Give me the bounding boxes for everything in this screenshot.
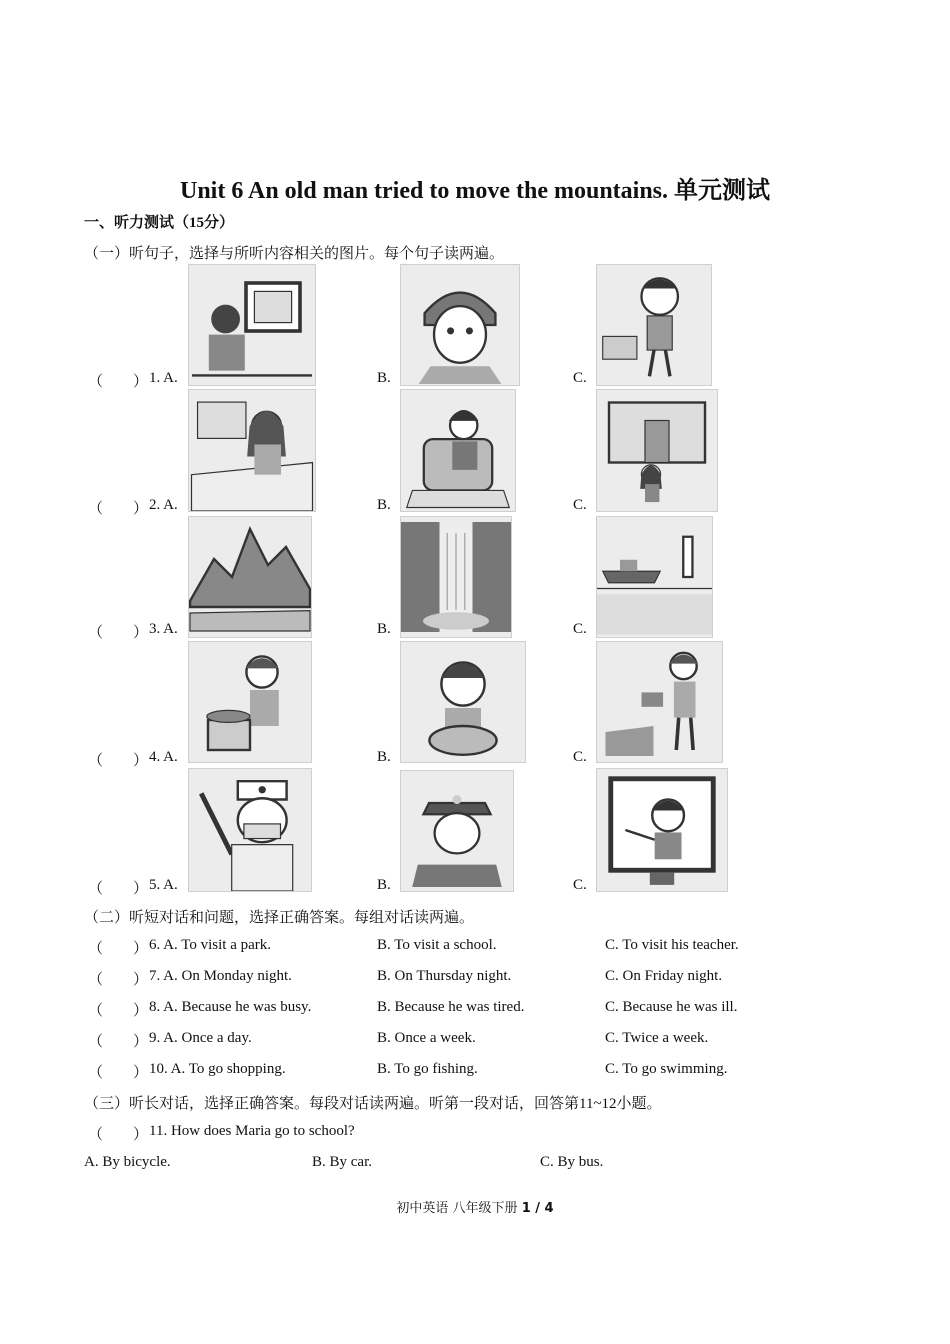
- option-a-label: 2. A.: [149, 497, 178, 513]
- option-c-label: C.: [573, 749, 587, 765]
- page-footer: [0, 1197, 950, 1216]
- option-c-label: C.: [573, 370, 587, 386]
- option-a-label: 3. A.: [149, 621, 178, 637]
- answer-paren[interactable]: （ ）: [88, 501, 149, 517]
- option-a-label: 5. A.: [149, 877, 178, 893]
- page-number: 1 / 4: [521, 1201, 554, 1216]
- option-b-label: B.: [377, 497, 391, 513]
- section3-instruction: （三）听长对话，选择正确答案。每段对话读两遍。听第一段对话，回答第11~12小题。: [84, 1096, 662, 1112]
- option-c[interactable]: C. Twice a week.: [605, 1030, 709, 1046]
- answer-paren[interactable]: （ ）: [88, 941, 149, 957]
- girl-in-front-of-house-icon: [596, 389, 718, 512]
- option-c[interactable]: C. Because he was ill.: [605, 999, 738, 1015]
- footer-text: 初中英语 八年级下册: [396, 1201, 522, 1216]
- answer-paren[interactable]: （ ）: [88, 625, 149, 641]
- question-text: 11. How does Maria go to school?: [149, 1123, 355, 1139]
- option-a[interactable]: A. By bicycle.: [84, 1154, 171, 1170]
- option-c[interactable]: C. To visit his teacher.: [605, 937, 739, 953]
- option-a[interactable]: 10. A. To go shopping.: [149, 1061, 286, 1077]
- answer-paren[interactable]: （ ）: [88, 1034, 149, 1050]
- answer-paren[interactable]: （ ）: [88, 374, 149, 390]
- ship-and-lighthouse-icon: [596, 516, 713, 638]
- waterfall-icon: [400, 516, 512, 638]
- option-c-label: C.: [573, 497, 587, 513]
- woman-watering-plants-icon: [596, 641, 723, 763]
- girl-on-armchair-icon: [400, 389, 516, 512]
- doctor-with-syringe-icon: [188, 768, 312, 892]
- boy-standing-icon: [596, 264, 712, 386]
- answer-paren[interactable]: （ ）: [88, 753, 149, 769]
- option-a[interactable]: 6. A. To visit a park.: [149, 937, 271, 953]
- option-c[interactable]: C. On Friday night.: [605, 968, 723, 984]
- option-c-label: C.: [573, 877, 587, 893]
- section1-instruction: （一）听句子，选择与所听内容相关的图片。每个句子读两遍。: [84, 246, 505, 262]
- section2-instruction: （二）听短对话和问题，选择正确答案。每组对话读两遍。: [84, 910, 475, 926]
- old-man-with-headscarf-icon: [400, 264, 520, 386]
- answer-paren[interactable]: （ ）: [88, 1127, 149, 1143]
- girl-sitting-on-floor-icon: [188, 389, 316, 512]
- option-a[interactable]: 8. A. Because he was busy.: [149, 999, 312, 1015]
- option-b-label: B.: [377, 877, 391, 893]
- option-a-label: 1. A.: [149, 370, 178, 386]
- part1-heading: 一、听力测试（15分）: [84, 215, 235, 231]
- woman-cooking-icon: [188, 641, 312, 763]
- option-a[interactable]: 9. A. Once a day.: [149, 1030, 252, 1046]
- option-b[interactable]: B. To go fishing.: [377, 1061, 478, 1077]
- answer-paren[interactable]: （ ）: [88, 1003, 149, 1019]
- boy-watching-tv-icon: [188, 264, 316, 386]
- option-b-label: B.: [377, 621, 391, 637]
- option-b-label: B.: [377, 749, 391, 765]
- woman-washing-icon: [400, 641, 526, 763]
- option-b[interactable]: B. Once a week.: [377, 1030, 476, 1046]
- option-c[interactable]: C. To go swimming.: [605, 1061, 728, 1077]
- page-title: Unit 6 An old man tried to move the mountains. 单元测试: [179, 178, 771, 204]
- option-b[interactable]: B. To visit a school.: [377, 937, 497, 953]
- option-b-label: B.: [377, 370, 391, 386]
- option-b[interactable]: B. On Thursday night.: [377, 968, 512, 984]
- option-c[interactable]: C. By bus.: [540, 1154, 604, 1170]
- option-b[interactable]: B. Because he was tired.: [377, 999, 525, 1015]
- option-a-label: 4. A.: [149, 749, 178, 765]
- option-c-label: C.: [573, 621, 587, 637]
- option-a[interactable]: 7. A. On Monday night.: [149, 968, 292, 984]
- mountain-icon: [188, 516, 312, 638]
- answer-paren[interactable]: （ ）: [88, 1065, 149, 1081]
- option-b[interactable]: B. By car.: [312, 1154, 372, 1170]
- policeman-icon: [400, 770, 514, 892]
- answer-paren[interactable]: （ ）: [88, 972, 149, 988]
- answer-paren[interactable]: （ ）: [88, 881, 149, 897]
- teacher-on-screen-icon: [596, 768, 728, 892]
